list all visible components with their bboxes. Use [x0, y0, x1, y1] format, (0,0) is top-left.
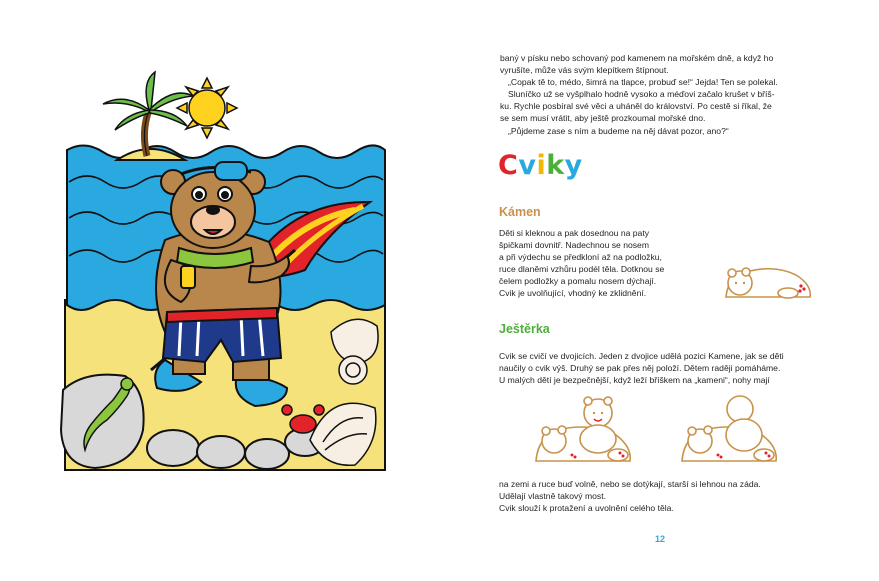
title-letter: C — [498, 150, 519, 181]
jesterka-pose-figure-2 — [678, 395, 784, 467]
text-line: Cvik se cvičí ve dvojicích. Jeden z dvojice udělá pozici Kamene, jak se děti — [499, 351, 784, 361]
text-line: Děti si kleknou a pak dosednou na paty — [499, 228, 650, 238]
text-line: U malých dětí je bezpečnější, když leží bříškem na „kameni“, nohy mají — [499, 375, 770, 386]
title-letter: y — [564, 150, 583, 181]
kamen-pose-figure — [718, 253, 818, 303]
text-line: špičkami dovnitř. Nadechnou se nosem — [499, 240, 649, 251]
text-line: a při výdechu se předkloní až na podložku, — [499, 252, 662, 263]
text-line: na zemi a ruce buď volně, nebo se dotýkají, starší si lehnou na záda. — [499, 479, 761, 489]
section-title-cviky — [498, 150, 583, 181]
text-line: čelem podložky a pomalu nosem dýchají. — [499, 276, 657, 287]
title-letter: v — [518, 150, 537, 181]
exercise-text-kamen — [499, 227, 664, 300]
story-line: „Půjdeme zase s ním a budeme na něj dávat pozor, ano?“ — [508, 125, 729, 136]
story-line: ku. Rychle posbíral své věci a uháněl do království. Po cestě si říkal, že — [500, 101, 772, 112]
text-line: Cvik je uvolňující, vhodný ke zklidnění. — [499, 288, 647, 299]
exercise-text-jesterka-continued — [499, 478, 761, 514]
story-line: vyrušíte, může vás svým klepítkem štípnout. — [500, 65, 669, 76]
bear-beach-illustration — [55, 70, 395, 475]
text-line: Cvik slouží k protažení a uvolnění celého těla. — [499, 503, 674, 514]
text-line: naučily o cvik výš. Druhý se pak přes něj položí. Dětem raději pomáháme. — [499, 363, 781, 374]
page-number: 12 — [655, 534, 666, 544]
exercise-text-jesterka — [499, 350, 784, 386]
text-line: ruce dlaněmi vzhůru podél těla. Dotknou se — [499, 264, 665, 275]
story-line: se sem musí vrátit, aby ještě prozkoumal mořské dno. — [500, 113, 706, 124]
title-letter: k — [546, 150, 565, 181]
story-paragraphs — [500, 52, 840, 137]
story-line: Sluníčko už se vyšplhalo hodně vysoko a méďovi začalo krušet v bříš- — [508, 89, 775, 100]
sun-icon — [177, 78, 237, 138]
text-line: Udělají vlastně takový most. — [499, 491, 606, 502]
story-line: baný v písku nebo schovaný pod kamenem na mořském dně, a když ho — [500, 53, 774, 63]
right-page — [440, 0, 879, 581]
title-letter: i — [536, 150, 547, 181]
exercise-title-kamen: Kámen — [499, 205, 541, 219]
story-line: „Copak tě to, médo, šimrá na tlapce, probuď se!“ Jejda! Ten se polekal. — [508, 77, 778, 88]
jesterka-pose-figure-1 — [532, 395, 638, 467]
exercise-title-jesterka: Ještěrka — [499, 322, 550, 336]
